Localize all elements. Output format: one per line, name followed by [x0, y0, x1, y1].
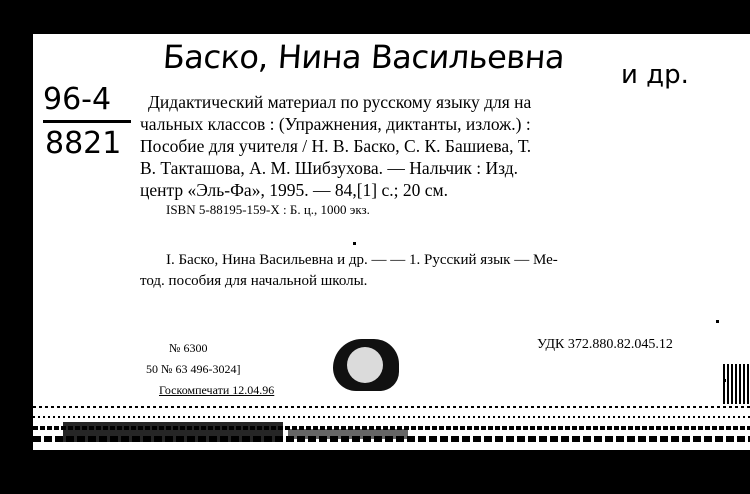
scan-band: [33, 416, 750, 418]
shelf-mark-divider: [43, 120, 131, 123]
shelf-mark-bottom: 8821: [45, 126, 122, 161]
handwritten-suffix: и др.: [621, 60, 689, 90]
handwritten-author: Баско, Нина Васильевна: [161, 38, 566, 76]
isbn-line: ISBN 5-88195-159-X : Б. ц., 1000 экз.: [166, 202, 370, 217]
stamp-line-3: Госкомпечати 12.04.96: [159, 383, 275, 397]
entry-line-4: В. Такташова, А. М. Шибзухова. — Нальчик : Изд.: [140, 158, 519, 178]
tracing-line-1: I. Баско, Нина Васильевна и др. — — 1. Русский язык — Ме-: [166, 252, 558, 268]
entry-line-2: чальных классов : (Упражнения, диктанты, излож.) :: [140, 114, 531, 134]
scan-band: [33, 406, 750, 408]
stamp-number: № 6300: [169, 341, 208, 355]
tracing-line-2: тод. пособия для начальной школы.: [140, 273, 368, 289]
shelf-mark-top: 96-4: [43, 82, 112, 117]
stamp-blob-inner: [347, 347, 383, 383]
entry-line-5: центр «Эль-Фа», 1995. — 84,[1] с.; 20 см.: [140, 180, 448, 200]
entry-line-3: Пособие для учителя / Н. В. Баско, С. К. Башиева, Т.: [140, 136, 532, 156]
stamp-line-2: 50 № 63 496-3024]: [146, 362, 241, 376]
noise-dot: [353, 242, 356, 245]
scan-band: [723, 364, 750, 404]
catalog-card: [33, 34, 750, 450]
scan-smudge: [63, 422, 283, 442]
entry-line-1: Дидактический материал по русскому языку для на: [148, 92, 532, 112]
udc-code: УДК 372.880.82.045.12: [537, 337, 673, 352]
scan-smudge: [288, 429, 408, 439]
noise-dot: [716, 320, 719, 323]
